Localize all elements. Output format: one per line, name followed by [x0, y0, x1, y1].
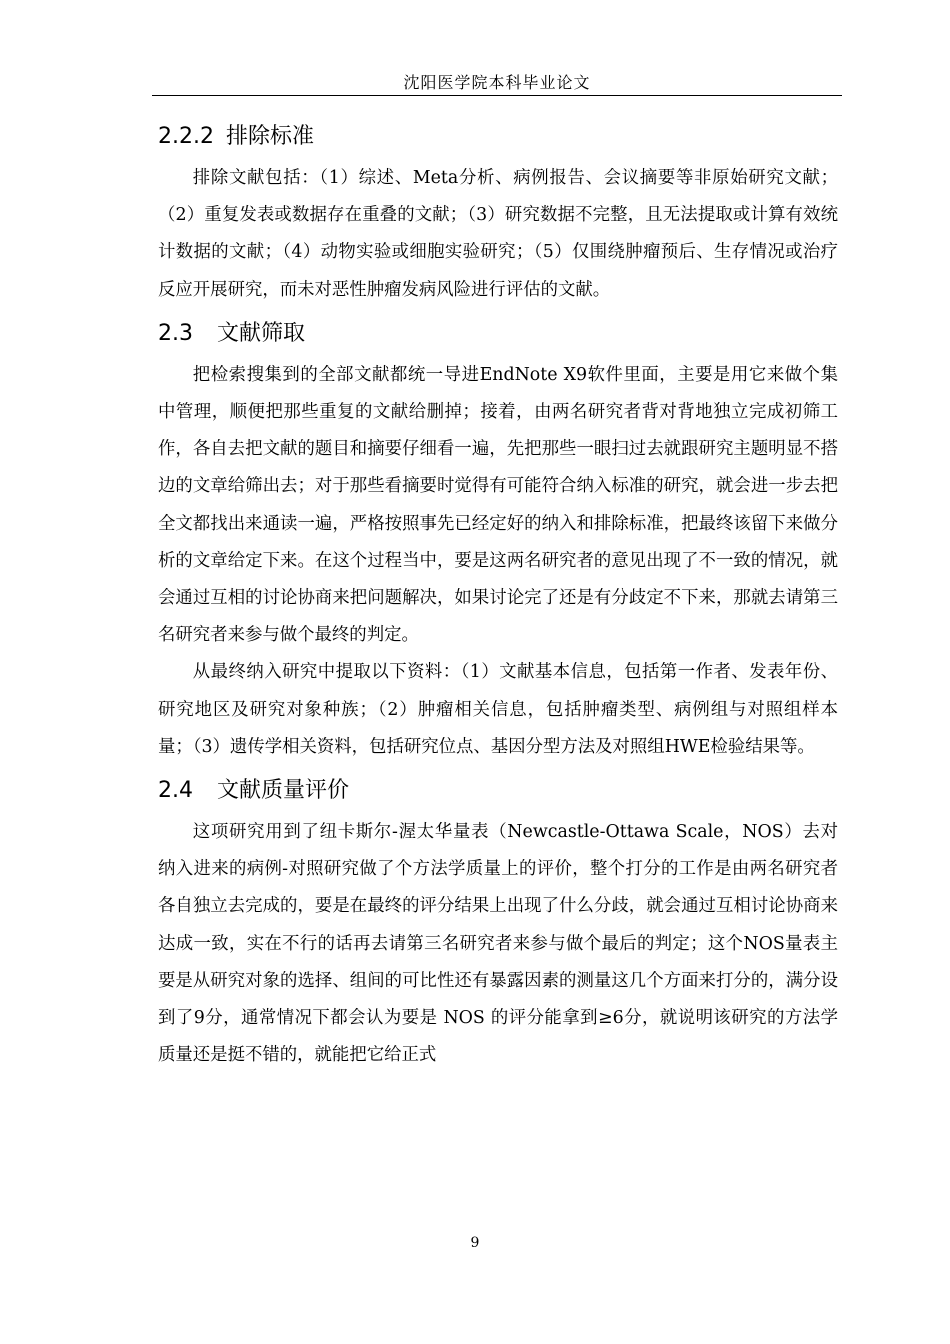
section-number: 2.2.2	[158, 124, 214, 149]
section-number: 2.4	[158, 778, 193, 804]
paragraph-data-extraction: 从最终纳入研究中提取以下资料：（1）文献基本信息，包括第一作者、发表年份、研究地区及研究对象种族；（2）肿瘤相关信息，包括肿瘤类型、病例组与对照组样本量；（3）遗传学相关资料，包括研究位点、基因分型方法及对照组HWE检验结果等。	[158, 662, 838, 757]
running-header: 沈阳医学院本科毕业论文	[403, 73, 591, 92]
paragraph-screening: 把检索搜集到的全部文献都统一导进EndNote X9软件里面，主要是用它来做个集中管理，顺便把那些重复的文献给删掉；接着，由两名研究者背对背地独立完成初筛工作，各自去把文献的题目和摘要仔细看一遍，先把那些一眼扫过去就跟研究主题明显不搭边的文章给筛出去；对于那些看摘要时觉得有可能符合纳入标准的研究，就会进一步去把全文都找出来通读一遍，严格按照事先已经定好的纳入和排除标准，把最终该留下来做分析的文章给定下来。在这个过程当中，要是这两名研究者的意见出现了不一致的情况，就会通过互相的讨论协商来把问题解决，如果讨论完了还是有分歧定不下来，那就去请第三名研究者来参与做个最终的判定。	[158, 364, 838, 646]
page-number: 9	[470, 1235, 480, 1251]
paragraph-quality-assessment: 这项研究用到了纽卡斯尔-渥太华量表（Newcastle-Ottawa Scale，NOS）去对纳入进来的病例-对照研究做了个方法学质量上的评价，整个打分的工作是由两名研究者各自独立去完成的，要是在最终的评分结果上出现了什么分歧，就会通过互相讨论协商来达成一致，实在不行的话再去请第三名研究者来参与做个最后的判定；这个NOS量表主要是从研究对象的选择、组间的可比性还有暴露因素的测量这几个方面来打分的，满分设到了9分，通常情况下都会认为要是 NOS 的评分能拿到≥6分，就说明该研究的方法学质量还是挺不错的，就能把它给正式	[158, 822, 838, 1066]
section-number: 2.3	[158, 320, 193, 346]
section-title: 排除标准	[225, 124, 314, 149]
page-content	[158, 122, 838, 1074]
section-heading-2-2-2	[158, 122, 838, 152]
paragraph-exclusion-criteria: 排除文献包括：（1）综述、Meta分析、病例报告、会议摘要等非原始研究文献；（2）重复发表或数据存在重叠的文献；（3）研究数据不完整，且无法提取或计算有效统计数据的文献；（4）动物实验或细胞实验研究；（5）仅围绕肿瘤预后、生存情况或治疗反应开展研究，而未对恶性肿瘤发病风险进行评估的文献。	[158, 168, 838, 300]
header-rule	[152, 95, 842, 96]
section-heading-2-3	[158, 319, 838, 349]
section-heading-2-4	[158, 776, 838, 806]
section-title: 文献筛取	[217, 320, 306, 346]
section-title: 文献质量评价	[217, 778, 350, 804]
